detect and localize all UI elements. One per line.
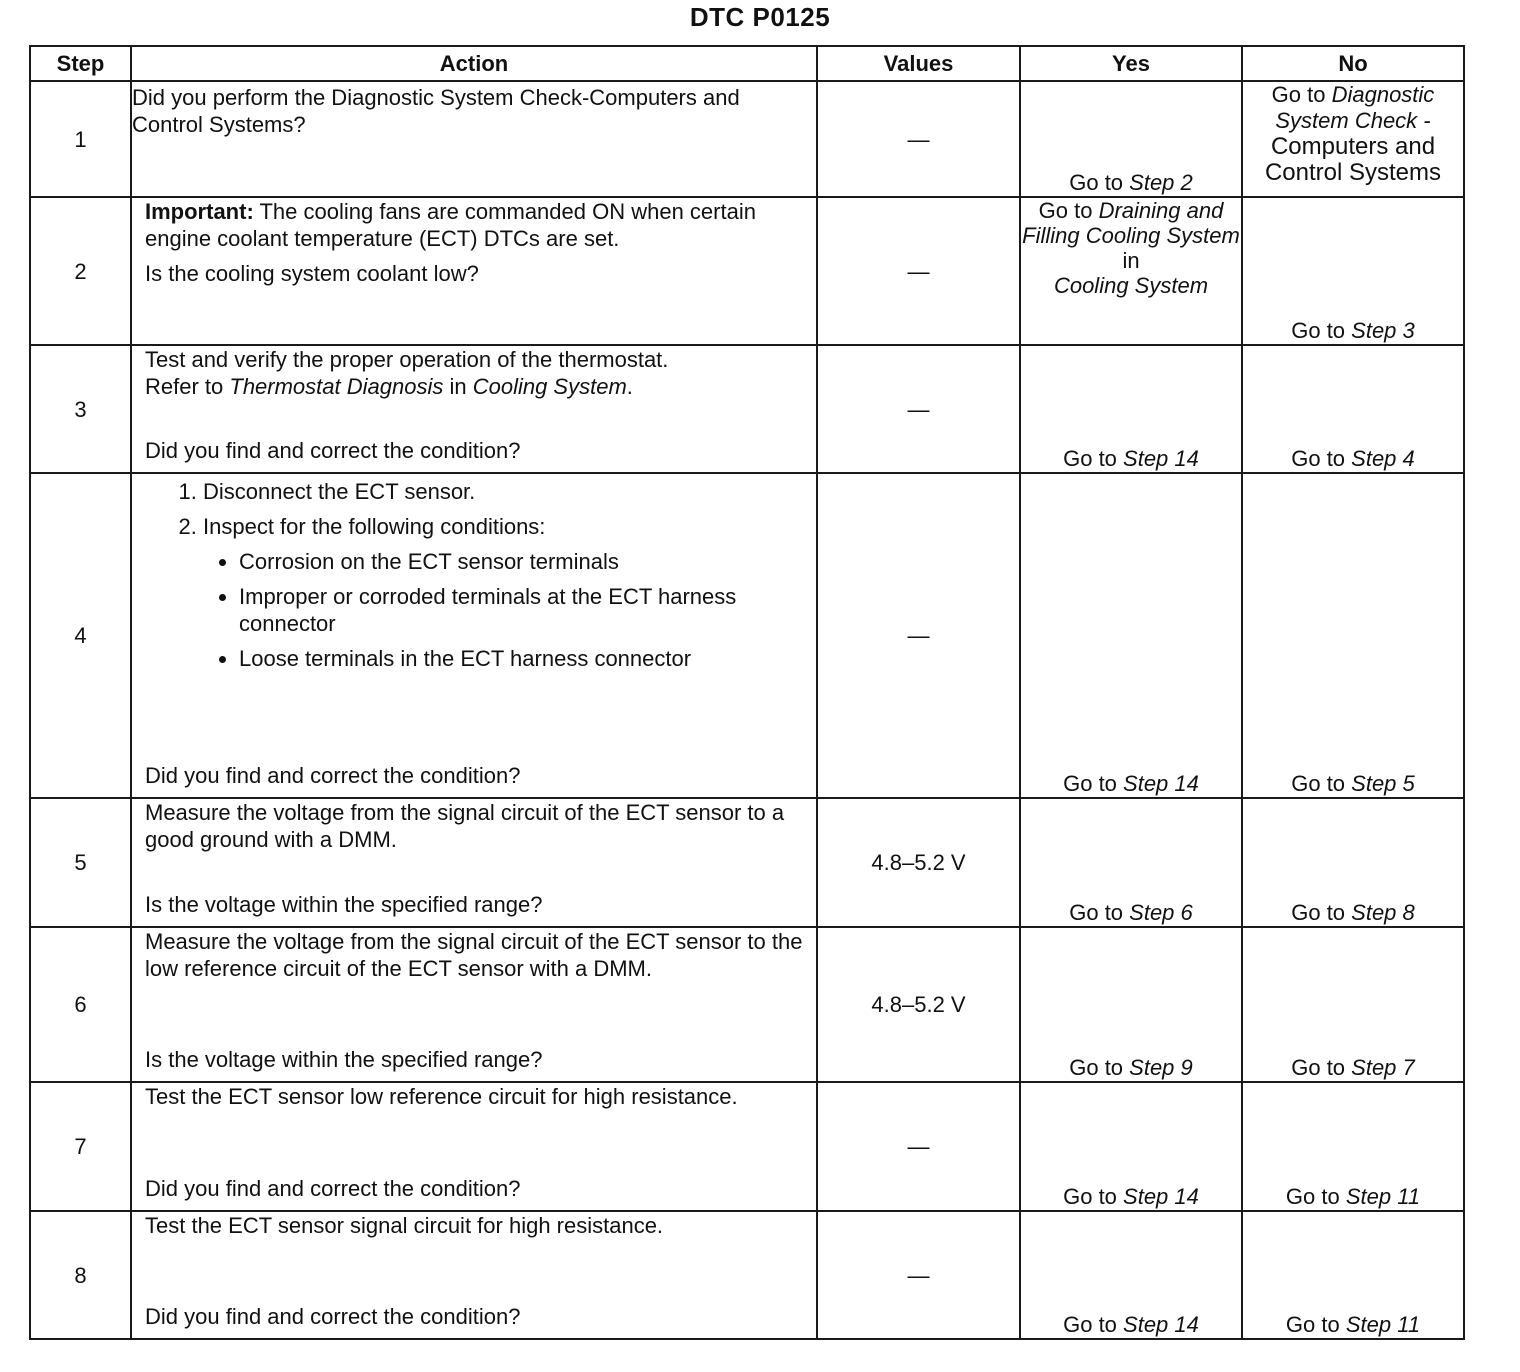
yes-prefix: Go to (1069, 900, 1130, 925)
no-cell (1242, 798, 1464, 927)
yes-link-step-14[interactable]: Step 14 (1123, 1312, 1199, 1337)
no-prefix: Go to (1291, 318, 1352, 343)
action-text: Test the ECT sensor low reference circuit for high resistance. (145, 1084, 738, 1109)
action-text: Test and verify the proper operation of the thermostat. (145, 347, 669, 372)
yes-link-step-9[interactable]: Step 9 (1129, 1055, 1193, 1080)
table-row-step-6 (30, 927, 1464, 1082)
step-number: 1 (30, 81, 131, 197)
yes-cell (1020, 81, 1242, 197)
no-link-diagnostic-system-check[interactable]: Diagnostic System Check - (1275, 82, 1435, 133)
no-prefix: Go to (1291, 900, 1352, 925)
yes-link-step-14[interactable]: Step 14 (1123, 446, 1199, 471)
header-yes: Yes (1020, 46, 1242, 81)
no-cell (1242, 927, 1464, 1082)
yes-in: in (1122, 248, 1140, 273)
refer-line (145, 373, 816, 400)
no-link-step-5[interactable]: Step 5 (1351, 771, 1415, 796)
action-cell (131, 197, 817, 345)
yes-cell (1020, 1082, 1242, 1211)
table-row-step-7 (30, 1082, 1464, 1211)
step-number: 2 (30, 197, 131, 345)
condition-item: • Improper or corroded terminals at the ECT harness connector (239, 583, 816, 637)
no-cell (1242, 197, 1464, 345)
no-cell (1242, 1082, 1464, 1211)
action-text: Did you perform the Diagnostic System Check-Computers and Control Systems? (132, 85, 740, 137)
step-number: 6 (30, 927, 131, 1082)
value-cell: 4.8–5.2 V (817, 927, 1020, 1082)
yes-cell (1020, 345, 1242, 473)
no-prefix: Go to (1291, 446, 1352, 471)
no-link-step-3[interactable]: Step 3 (1351, 318, 1415, 343)
procedure-item: 1. Disconnect the ECT sensor. (203, 478, 816, 505)
step-number: 3 (30, 345, 131, 473)
action-question: Is the voltage within the specified range? (145, 892, 543, 917)
yes-prefix: Go to (1063, 771, 1124, 796)
no-prefix: Go to (1291, 1055, 1352, 1080)
yes-link-step-14[interactable]: Step 14 (1123, 771, 1199, 796)
header-action: Action (131, 46, 817, 81)
refer-end: . (626, 374, 633, 399)
refer-in: in (443, 374, 473, 399)
refer-prefix: Refer to (145, 374, 230, 399)
condition-list (203, 548, 816, 672)
no-link-step-4[interactable]: Step 4 (1351, 446, 1415, 471)
procedure-item-text: Inspect for the following conditions: (203, 514, 546, 539)
yes-cell (1020, 798, 1242, 927)
step-number: 8 (30, 1211, 131, 1339)
yes-link-step-6[interactable]: Step 6 (1129, 900, 1193, 925)
yes-link-step-2[interactable]: Step 2 (1129, 170, 1193, 195)
document-title: DTC P0125 (689, 2, 831, 32)
no-cell (1242, 1211, 1464, 1339)
table-row-step-5 (30, 798, 1464, 927)
header-values: Values (817, 46, 1020, 81)
action-cell (131, 927, 817, 1082)
yes-prefix: Go to (1069, 1055, 1130, 1080)
action-text: Measure the voltage from the signal circuit of the ECT sensor to the low reference circuit of the ECT sensor with a DMM. (145, 929, 803, 981)
no-link-step-7[interactable]: Step 7 (1351, 1055, 1415, 1080)
important-note (145, 198, 816, 252)
yes-link-draining-filling[interactable]: Draining and Filling Cooling System (1022, 198, 1240, 248)
important-label: Important: (145, 199, 254, 224)
action-question: Did you find and correct the condition? (145, 1176, 521, 1201)
yes-link-cooling-system[interactable]: Cooling System (1053, 273, 1209, 298)
condition-item: • Loose terminals in the ECT harness connector (239, 645, 816, 672)
step-number: 7 (30, 1082, 131, 1211)
action-question: Is the cooling system coolant low? (145, 261, 479, 286)
yes-cell (1020, 197, 1242, 345)
no-prefix: Go to (1271, 82, 1332, 107)
action-cell (131, 345, 817, 473)
yes-cell (1020, 1211, 1242, 1339)
action-cell (131, 1211, 817, 1339)
table-row-step-4 (30, 473, 1464, 798)
refer-link-cooling-system[interactable]: Cooling System (472, 374, 627, 399)
refer-link-thermostat-diagnosis[interactable]: Thermostat Diagnosis (229, 374, 444, 399)
action-text: Measure the voltage from the signal circuit of the ECT sensor to a good ground with a DMM. (145, 800, 785, 852)
value-cell: — (817, 1082, 1020, 1211)
action-cell (131, 81, 817, 197)
no-link-step-11[interactable]: Step 11 (1345, 1312, 1421, 1337)
yes-prefix: Go to (1063, 1312, 1124, 1337)
table-row-step-8 (30, 1211, 1464, 1339)
yes-prefix: Go to (1063, 446, 1124, 471)
no-prefix: Go to (1291, 771, 1352, 796)
no-link-step-8[interactable]: Step 8 (1351, 900, 1415, 925)
yes-cell (1020, 473, 1242, 798)
value-cell: — (817, 197, 1020, 345)
value-cell: — (817, 473, 1020, 798)
step-number: 5 (30, 798, 131, 927)
action-cell (131, 798, 817, 927)
value-cell: — (817, 1211, 1020, 1339)
header-step: Step (30, 46, 131, 81)
no-link-step-11[interactable]: Step 11 (1345, 1184, 1421, 1209)
table-row-step-2 (30, 197, 1464, 345)
value-cell: — (817, 81, 1020, 197)
no-cell (1242, 345, 1464, 473)
table-row-step-1 (30, 81, 1464, 197)
no-prefix: Go to (1285, 1312, 1346, 1337)
header-row (30, 46, 1464, 81)
yes-prefix: Go to (1069, 170, 1130, 195)
action-question: Did you find and correct the condition? (145, 763, 521, 788)
no-cell (1242, 473, 1464, 798)
action-question: Did you find and correct the condition? (145, 438, 521, 463)
header-no: No (1242, 46, 1464, 81)
no-prefix: Go to (1285, 1184, 1346, 1209)
step-number: 4 (30, 473, 131, 798)
action-cell (131, 1082, 817, 1211)
yes-prefix: Go to (1038, 198, 1099, 223)
table-row-step-3 (30, 345, 1464, 473)
action-question: Is the voltage within the specified range? (145, 1047, 543, 1072)
procedure-item (203, 513, 816, 672)
no-cell (1242, 81, 1464, 197)
action-text: Test the ECT sensor signal circuit for high resistance. (145, 1213, 664, 1238)
procedure-list (145, 478, 816, 672)
diagnostic-table (29, 45, 1465, 1340)
value-cell: — (817, 345, 1020, 473)
condition-item: • Corrosion on the ECT sensor terminals (239, 548, 816, 575)
yes-link-step-14[interactable]: Step 14 (1123, 1184, 1199, 1209)
important-text: The cooling fans are commanded ON when certain engine coolant temperature (ECT) DTCs are set. (145, 199, 756, 251)
value-cell: 4.8–5.2 V (817, 798, 1020, 927)
no-suffix[interactable]: Computers and Control Systems (1264, 133, 1442, 186)
yes-prefix: Go to (1063, 1184, 1124, 1209)
action-question: Did you find and correct the condition? (145, 1304, 521, 1329)
yes-cell (1020, 927, 1242, 1082)
action-cell (131, 473, 817, 798)
